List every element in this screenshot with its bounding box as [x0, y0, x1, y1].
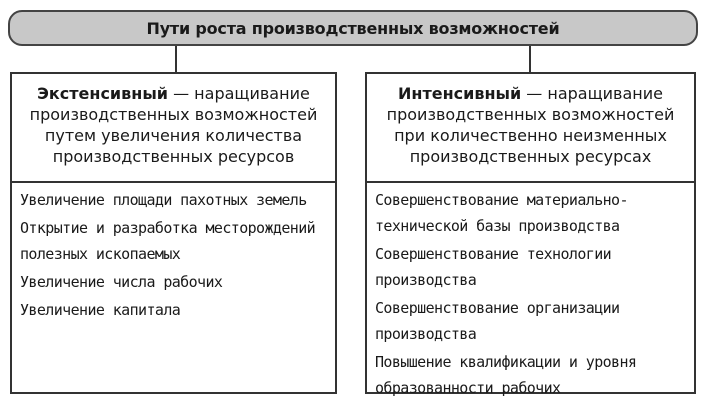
intensive-term: Интенсивный — [398, 84, 522, 103]
intensive-list — [367, 183, 694, 401]
extensive-item: Увеличение капитала — [20, 301, 181, 319]
intensive-item: Повышение квалификации и уровня образованности рабочих — [375, 353, 637, 397]
extensive-term: Экстенсивный — [37, 84, 168, 103]
extensive-item: Открытие и разработка месторождений полезных ископаемых — [20, 219, 316, 263]
intensive-definition: — наращивание производственных возможностей при количественно неизменных производственных ресурсах — [386, 84, 675, 166]
intensive-item: Совершенствование организации производства — [375, 299, 620, 343]
intensive-item: Совершенствование материально-технической базы производства — [375, 191, 628, 235]
intensive-header — [367, 74, 694, 183]
extensive-definition: — наращивание производственных возможностей путем увеличения количества производственных ресурсов — [29, 84, 318, 166]
diagram-title: Пути роста производственных возможностей — [8, 10, 698, 46]
extensive-header — [12, 74, 335, 183]
intensive-item: Совершенствование технологии производства — [375, 245, 612, 289]
intensive-box — [365, 72, 696, 397]
extensive-list — [12, 183, 335, 323]
extensive-item: Увеличение площади пахотных земель — [20, 191, 307, 209]
extensive-item: Увеличение числа рабочих — [20, 273, 223, 291]
extensive-box — [10, 72, 337, 394]
